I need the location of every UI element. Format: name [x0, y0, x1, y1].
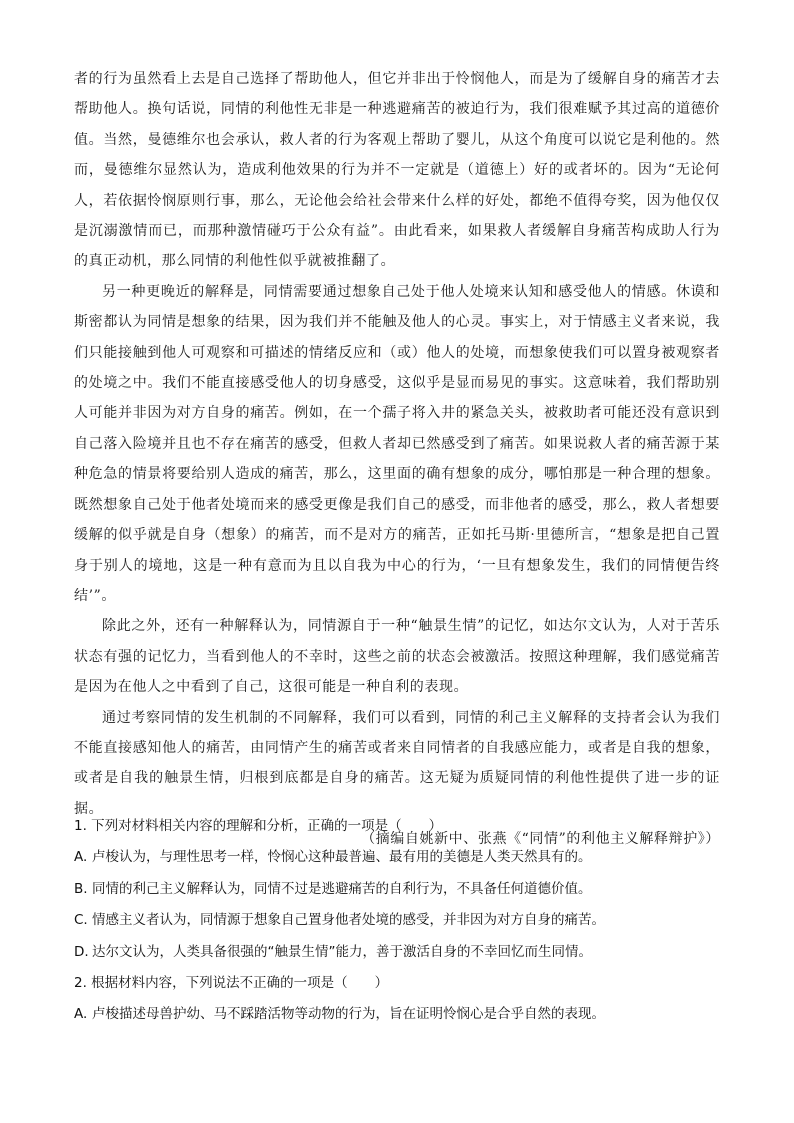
- option-text: 达尔文认为，人类具备很强的“触景生情”能力，善于激活自身的不幸回忆而生同情。: [92, 943, 592, 960]
- question-stem: 2. 根据材料内容，下列说法不正确的一项是（ ）: [74, 974, 389, 991]
- option-letter: B.: [74, 880, 88, 897]
- question-1: [74, 811, 720, 968]
- passage-paragraph-4: 通过考察同情的发生机制的不同解释，我们可以看到，同情的利己主义解释的支持者会认为我们不能直接感知他人的痛苦，由同情产生的痛苦或者来自同情者的自我感应能力，或者是自我的想象，或者是自我的触景生情，归根到底都是自身的痛苦。这无疑为质疑同情的利他性提供了进一步的证据。: [74, 709, 720, 817]
- option-text: 卢梭描述母兽护幼、马不踩踏活物等动物的行为，旨在证明怜悯心是合乎自然的表现。: [92, 1006, 605, 1023]
- passage-paragraph-2: 另一种更晚近的解释是，同情需要通过想象自己处于他人处境来认知和感受他人的情感。休谟和斯密都认为同情是想象的结果，因为我们并不能触及他人的心灵。事实上，对于情感主义者来说，我们只能接触到他人可观察和可描述的情绪反应和（或）他人的处境，而想象使我们可以置身被观察者的处境之中。我们不能直接感受他人的切身感受，这似乎是显而易见的事实。这意味着，我们帮助别人可能并非因为对方自身的痛苦。例如，在一个孺子将入井的紧急关头，被救助者可能还没有意识到自己落入险境并且也不存在痛苦的感受，但救人者却已然感受到了痛苦。如果说救人者的痛苦源于某种危急的情景将要给别人造成的痛苦，那么，这里面的确有想象的成分，哪怕那是一种合理的想象。既然想象自己处于他者处境而来的感受更像是我们自己的感受，而非他者的感受，那么，救人者想要缓解的似乎就是自身（想象）的痛苦，而不是对方的痛苦，正如托马斯·里德所言，“想象是把自己置身于别人的境地，这是一种有意而为且以自我为中心的行为，‘一旦有想象发生，我们的同情便告终结’”。: [74, 283, 720, 604]
- option-letter: A.: [74, 849, 88, 866]
- option-text: 卢梭认为，与理性思考一样，怜悯心这种最普遍、最有用的美德是人类天然具有的。: [92, 849, 592, 866]
- passage-paragraph-1: 者的行为虽然看上去是自己选择了帮助他人，但它并非出于怜悯他人，而是为了缓解自身的痛苦才去帮助他人。换句话说，同情的利他性无非是一种逃避痛苦的被迫行为，我们很难赋予其过高的道德价值。当然，曼德维尔也会承认，救人者的行为客观上帮助了婴儿，从这个角度可以说它是利他的。然而，曼德维尔显然认为，造成利他效果的行为并不一定就是（道德上）好的或者坏的。因为“无论何人，若依据怜悯原则行事，那么，无论他会给社会带来什么样的好处，都绝不值得夸奖，因为他仅仅是沉溺激情而已，而那种激情碰巧于公众有益”。由此看来，如果救人者缓解自身痛苦构成助人行为的真正动机，那么同情的利他性似乎就被推翻了。: [74, 71, 720, 270]
- option-letter: C.: [74, 912, 88, 929]
- question-section: [74, 811, 720, 1031]
- question-stem: 1. 下列对材料相关内容的理解和分析，正确的一项是（ ）: [74, 818, 443, 834]
- answer-option-a[interactable]: [74, 842, 720, 873]
- passage-paragraph-3: 除此之外，还有一种解释认为，同情源自于一种“触景生情”的记忆，如达尔文认为，人对于苦乐状态有强的记忆力，当看到他人的不幸时，这些之前的状态会被激活。按照这种理解，我们感觉痛苦是因为在他人之中看到了自己，这很可能是一种自利的表现。: [74, 618, 720, 696]
- answer-option-d[interactable]: [74, 937, 720, 968]
- option-letter: D.: [74, 943, 89, 960]
- answer-option-b[interactable]: [74, 874, 720, 905]
- passage-source: （摘编自姚新中、张燕《“同情”的利他主义解释辩护》）: [361, 831, 720, 848]
- question-2: [74, 968, 720, 1031]
- option-text: 同情的利己主义解释认为，同情不过是逃避痛苦的自利行为，不具备任何道德价值。: [92, 880, 592, 897]
- option-text: 情感主义者认为，同情源于想象自己置身他者处境的感受，并非因为对方自身的痛苦。: [92, 912, 605, 929]
- reading-passage: [74, 64, 720, 855]
- answer-option-c[interactable]: [74, 905, 720, 936]
- answer-option-a[interactable]: [74, 999, 720, 1030]
- option-letter: A.: [74, 1006, 88, 1023]
